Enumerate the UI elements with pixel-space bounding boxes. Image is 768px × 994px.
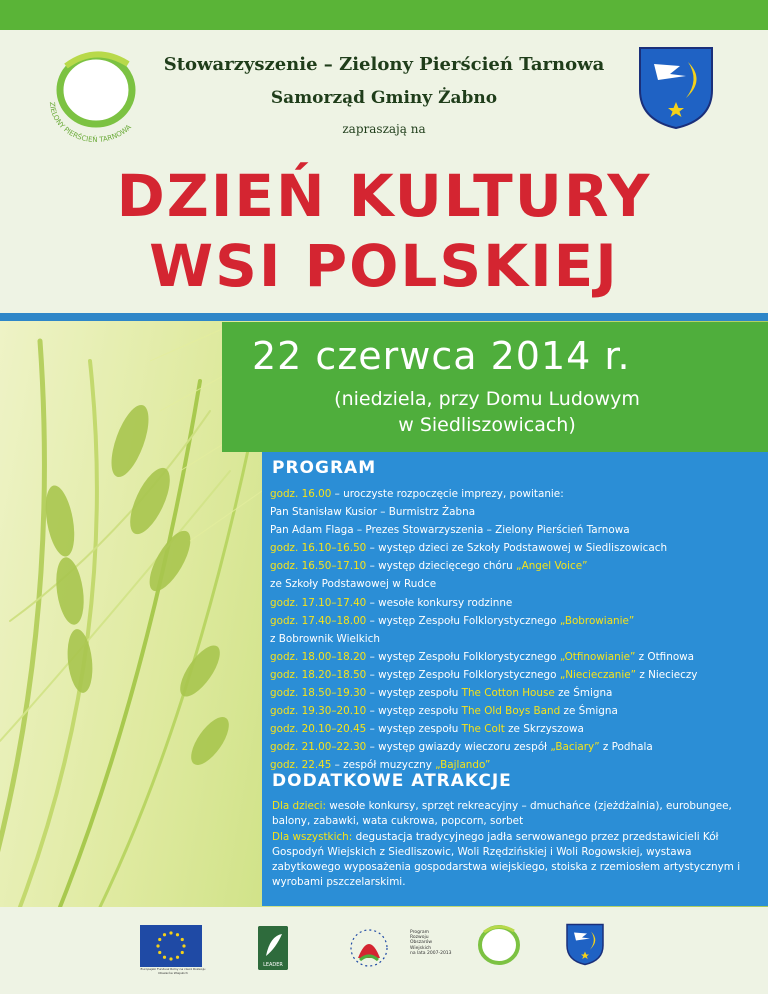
program-desc: – występ dziecięcego chóru: [366, 560, 517, 573]
program-item: [270, 738, 766, 756]
eu-star: [158, 938, 161, 941]
event-location: [252, 386, 722, 438]
organizer-line-1: Stowarzyszenie – Zielony Pierścień Tarnowa: [163, 54, 605, 75]
organizer-line-2: Samorząd Gminy Żabno: [270, 88, 498, 108]
program-item: [270, 539, 766, 557]
program-desc: – występ zespołu: [366, 687, 462, 700]
leader-label: LEADER: [263, 962, 283, 968]
zielony-pierscien-logo-small: [470, 920, 528, 972]
all-text: degustacja tradycyjnego jadła serwowanego przez przedstawicieli Kół Gospodyń Wiejskich z Siedliszowic, Woli Rzędzińskiej i Woli Rogowskiej, wystawa zabytkowego wyposażenia gospodarstwa wiejskiego, stoiska z rzemiosłem artystycznym i wyrobami pszczelarskimi.: [272, 830, 741, 889]
program-item: [270, 557, 766, 575]
program-desc: – występ Zespołu Folklorystycznego: [366, 650, 560, 663]
program-time: godz. 16.50–17.10: [270, 560, 367, 573]
program-desc: – wesołe konkursy rodzinne: [366, 596, 513, 609]
eu-star: [176, 956, 179, 959]
program-item: [270, 684, 766, 702]
event-date: 22 czerwca 2014 r.: [252, 334, 631, 378]
eu-star: [169, 931, 172, 934]
program-desc: – zespół muzyczny: [331, 759, 436, 772]
program-desc: – występ zespołu: [366, 723, 462, 736]
program-item: [270, 503, 766, 521]
performer-name: The Old Boys Band: [461, 705, 561, 718]
eu-star: [181, 951, 184, 954]
extras-text: [272, 799, 762, 891]
eu-flag-icon: [140, 925, 202, 967]
performer-name: „Baciary”: [550, 741, 600, 754]
program-time: godz. 21.00–22.30: [270, 741, 367, 754]
prow-text-line: Wiejskich: [410, 945, 432, 951]
program-item: [270, 521, 766, 539]
zabno-coat-of-arms-small-icon: [565, 922, 605, 966]
program-origin: z Niecieczy: [636, 668, 698, 681]
eu-star: [163, 956, 166, 959]
program-desc: – występ Zespołu Folklorystycznego: [366, 668, 560, 681]
performer-name: The Cotton House: [461, 687, 555, 700]
program-item: [270, 666, 766, 684]
program-item: [270, 485, 766, 503]
program-item: [270, 575, 766, 593]
prow-text-line: Program: [410, 930, 429, 935]
program-heading: PROGRAM: [272, 458, 377, 478]
eu-star: [181, 938, 184, 941]
kids-label: Dla dzieci:: [272, 800, 326, 812]
program-item: [270, 612, 766, 630]
prow-text: [410, 930, 452, 956]
program-time: godz. 17.40–18.00: [270, 614, 367, 627]
program-desc: Pan Stanisław Kusior – Burmistrz Żabna: [270, 506, 476, 519]
program-time: godz. 18.50–19.30: [270, 687, 367, 700]
program-desc: – występ Zespołu Folklorystycznego: [366, 614, 560, 627]
performer-name: „Bobrowianie”: [559, 614, 635, 627]
program-desc: z Bobrownik Wielkich: [270, 632, 380, 645]
prow-text-line: na lata 2007-2013: [410, 950, 452, 956]
eu-star: [156, 944, 159, 947]
all-label: Dla wszystkich:: [272, 830, 353, 843]
kids-text: wesołe konkursy, sprzęt rekreacyjny – dmuchańce (zjeżdżalnia), eurobungee, balony, zabawki, wata cukrowa, popcorn, sorbet: [272, 800, 732, 828]
top-green-bar: [0, 0, 768, 30]
program-origin: ze Śmigna: [554, 687, 613, 700]
program-time: godz. 16.10–16.50: [270, 542, 367, 555]
program-time: godz. 20.10–20.45: [270, 723, 367, 736]
program-desc: – występ gwiazdy wieczoru zespół: [366, 741, 551, 754]
program-list: [270, 485, 766, 775]
program-time: godz. 17.10–17.40: [270, 596, 367, 609]
eu-caption: Europejski Fundusz Rolny na rzecz Rozwoju Obszarów Wiejskich: [140, 967, 206, 975]
blue-divider: [0, 313, 768, 321]
eu-star: [182, 944, 185, 947]
program-origin: ze Śmigna: [560, 705, 618, 718]
program-time: godz. 22.45: [270, 759, 332, 772]
performer-name: „Bajlando”: [435, 759, 491, 772]
extras-heading: DODATKOWE ATRAKCJE: [272, 771, 512, 791]
program-origin: z Otfinowa: [635, 650, 695, 663]
prow-text-line: Obszarów: [410, 940, 433, 946]
performer-name: „Angel Voice”: [516, 560, 588, 573]
eu-star: [163, 933, 166, 936]
program-origin: z Podhala: [599, 741, 653, 754]
event-location-line-1: (niedziela, przy Domu Ludowym: [334, 388, 640, 410]
program-item: [270, 630, 766, 648]
program-time: godz. 19.30–20.10: [270, 705, 367, 718]
program-desc: – uroczyste rozpoczęcie imprezy, powitanie:: [331, 488, 564, 500]
performer-name: The Colt: [461, 723, 505, 736]
eu-star: [176, 933, 179, 936]
program-desc: – występ zespołu: [366, 705, 462, 718]
program-time: godz. 18.00–18.20: [270, 650, 367, 663]
event-title-line-1: DZIEŃ KULTURY: [116, 162, 652, 230]
performer-name: „Otfinowianie”: [559, 650, 636, 663]
zabno-coat-of-arms-icon: [636, 44, 716, 130]
program-desc: – występ dzieci ze Szkoły Podstawowej w Siedliszowicach: [366, 542, 668, 555]
program-desc: Pan Adam Flaga – Prezes Stowarzyszenia – Zielony Pierścień Tarnowa: [270, 524, 630, 537]
program-item: [270, 702, 766, 720]
program-item: [270, 648, 766, 666]
prow-text-line: Rozwoju: [410, 935, 429, 941]
event-title-line-2: WSI POLSKIEJ: [149, 232, 619, 300]
program-origin: ze Skrzyszowa: [504, 723, 584, 736]
program-desc: ze Szkoły Podstawowej w Rudce: [270, 578, 437, 591]
event-location-line-2: w Siedliszowicach): [398, 414, 576, 436]
program-item: [270, 594, 766, 612]
invite-text: zapraszają na: [342, 122, 426, 136]
logo-ring-text: ZIELONY PIERŚCIEŃ TARNOWA: [47, 101, 133, 144]
program-time: godz. 16.00: [270, 488, 332, 500]
eu-star: [169, 957, 172, 960]
program-item: [270, 720, 766, 738]
eu-star: [158, 951, 161, 954]
performer-name: „Niecieczanie”: [559, 668, 637, 681]
leader-logo: [258, 926, 288, 970]
program-time: godz. 18.20–18.50: [270, 668, 367, 681]
prow-logo-icon: [348, 926, 390, 970]
